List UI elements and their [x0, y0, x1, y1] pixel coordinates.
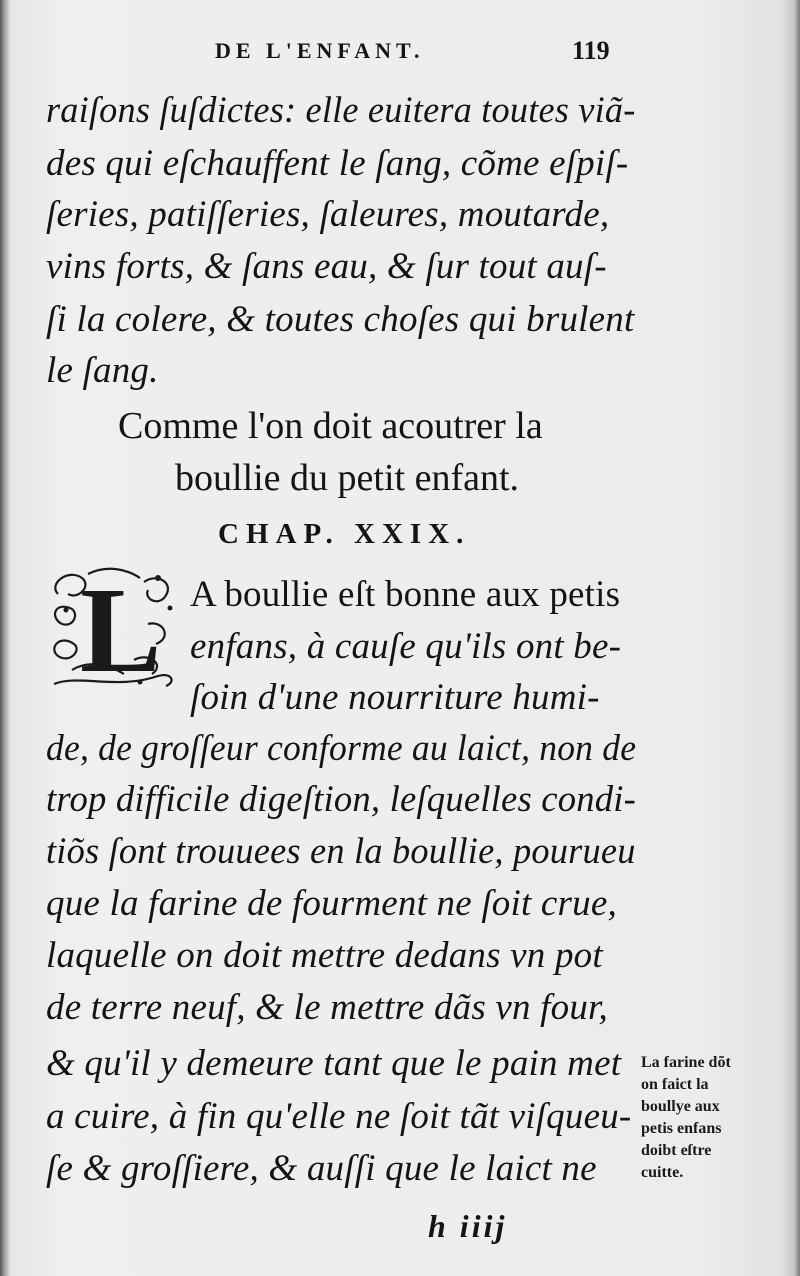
text-line: ſi la colere, & toutes choſes qui brulent: [46, 299, 635, 340]
margin-note-line: boullye aux: [641, 1098, 720, 1115]
decorated-initial: [48, 564, 180, 696]
margin-note-line: cuitte.: [641, 1164, 684, 1181]
text-line: de, de groſſeur conforme au laict, non de: [46, 728, 637, 769]
text-line: que la farine de fourment ne ſoit crue,: [46, 883, 617, 924]
text-line: ſe & groſſiere, & auſſi que le laict ne: [46, 1148, 597, 1189]
drop-cap-letter: L: [80, 563, 162, 698]
text-line: des qui eſchauffent le ſang, cõme eſpiſ-: [46, 143, 629, 184]
margin-note-line: doibt eſtre: [641, 1142, 712, 1159]
text-line: de terre neuf, & le mettre dãs vn four,: [46, 987, 609, 1028]
text-line: ſeries, patiſſeries, ſaleures, moutarde,: [46, 194, 610, 235]
page-edge-shadow: [794, 0, 800, 1276]
margin-note: [641, 1052, 731, 1184]
running-title: DE L'ENFANT.: [215, 38, 425, 63]
text-line: trop difficile digeſtion, leſquelles condi-: [46, 779, 637, 820]
page-gutter-shadow: [0, 0, 10, 1276]
text-line: laquelle on doit mettre dedans vn pot: [46, 935, 603, 976]
margin-note-line: La farine dõt: [641, 1054, 731, 1071]
text-line: a cuire, à fin qu'elle ne ſoit tãt viſqueu-: [46, 1096, 632, 1137]
text-line: tiõs ſont trouuees en la boullie, pourueu: [46, 831, 636, 872]
text-line: le ſang.: [46, 350, 159, 391]
text-line: ſoin d'une nourriture humi-: [190, 677, 600, 718]
text-line: & qu'il y demeure tant que le pain met: [46, 1043, 622, 1084]
margin-note-line: on faict la: [641, 1076, 709, 1093]
chapter-title-line-1: Comme l'on doit acoutrer la: [118, 405, 543, 447]
signature-mark: h iiij: [428, 1208, 508, 1244]
text-line: enfans, à cauſe qu'ils ont be-: [190, 626, 622, 667]
margin-note-line: petis enfans: [641, 1120, 722, 1137]
text-line: vins forts, & ſans eau, & ſur tout auſ-: [46, 246, 607, 287]
text-line: A boullie eſt bonne aux petis: [190, 574, 621, 615]
chapter-title-line-2: boullie du petit enfant.: [175, 457, 520, 499]
page-number: 119: [572, 36, 610, 65]
text-line: raiſons ſuſdictes: elle euitera toutes viã-: [46, 90, 636, 131]
chapter-number: CHAP. XXIX.: [218, 518, 471, 550]
